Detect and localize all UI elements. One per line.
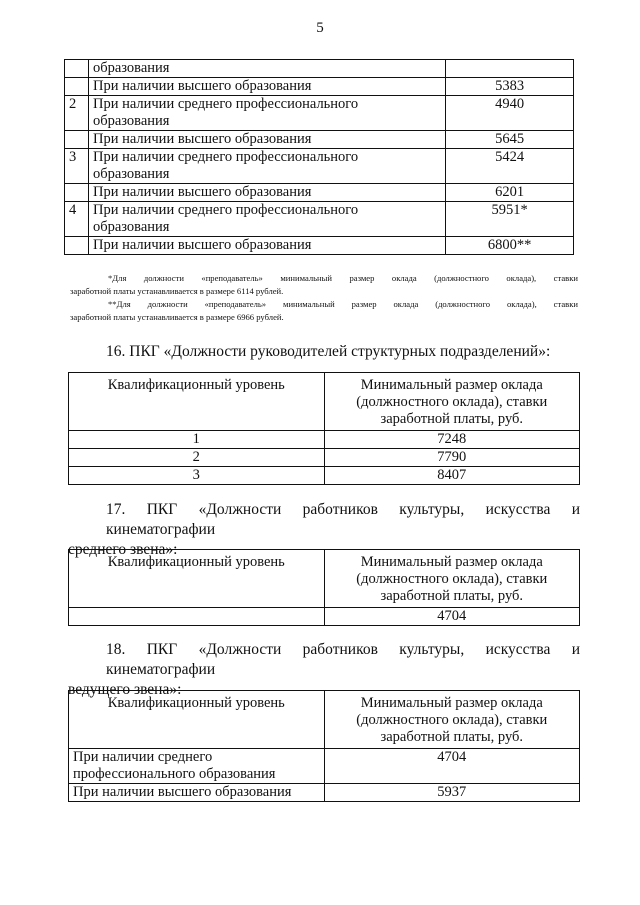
header-line: (должностного оклада), ставки (356, 571, 548, 587)
row-text-line: образования (92, 113, 170, 129)
table-header-row (69, 550, 580, 608)
footnote-line: **Для должности «преподаватель» минимальный размер оклада (должностного оклада), ставки (108, 299, 578, 309)
table-row (69, 784, 580, 802)
table-row (65, 237, 574, 255)
row-text: При наличии высшего образования (88, 78, 445, 96)
header-line: Минимальный размер оклада (360, 377, 543, 393)
row-text (88, 202, 445, 237)
header-line: Минимальный размер оклада (360, 695, 543, 711)
table-row (65, 131, 574, 149)
row-value (446, 60, 574, 78)
row-number (65, 78, 89, 96)
column-header-salary (324, 550, 579, 608)
table-header-row (69, 691, 580, 749)
level-cell: 3 (69, 467, 325, 485)
level-cell: 1 (69, 431, 325, 449)
row-text-line: образования (92, 166, 170, 182)
row-value: 6201 (446, 184, 574, 202)
row-number (65, 184, 89, 202)
section-16-title: 16. ПКГ «Должности руководителей структурных подразделений»: (106, 343, 551, 360)
header-line: (должностного оклада), ставки (356, 394, 548, 410)
value-cell: 8407 (324, 467, 579, 485)
table-row (69, 449, 580, 467)
title-line: ведущего звена»: (68, 681, 182, 698)
row-number (65, 131, 89, 149)
table-row (65, 78, 574, 96)
section-16-table (68, 372, 580, 485)
header-line: заработной платы, руб. (380, 588, 524, 604)
section-17-table (68, 549, 580, 626)
row-text-line: При наличии среднего профессионального (92, 202, 359, 218)
row-text-line: При наличии среднего профессионального (92, 149, 359, 165)
row-text: образования (88, 60, 445, 78)
value-cell: 4704 (324, 608, 579, 626)
title-line: среднего звена»: (68, 541, 178, 558)
row-value: 4940 (446, 96, 574, 131)
section-18-table (68, 690, 580, 802)
row-number: 4 (65, 202, 89, 237)
row-text-line: образования (92, 219, 170, 235)
table-header-row (69, 373, 580, 431)
level-cell (69, 749, 325, 784)
footnote-line: *Для должности «преподаватель» минимальный размер оклада (должностного оклада), ставки (108, 273, 578, 283)
level-cell: При наличии высшего образования (69, 784, 325, 802)
row-text: При наличии высшего образования (88, 131, 445, 149)
row-text (88, 96, 445, 131)
level-cell (69, 608, 325, 626)
value-cell: 4704 (324, 749, 579, 784)
row-value: 5951* (446, 202, 574, 237)
row-value: 5645 (446, 131, 574, 149)
row-text: При наличии высшего образования (88, 237, 445, 255)
table-row (69, 467, 580, 485)
header-line: заработной платы, руб. (380, 411, 524, 427)
row-number: 3 (65, 149, 89, 184)
row-number: 2 (65, 96, 89, 131)
column-header-salary (324, 691, 579, 749)
header-line: Минимальный размер оклада (360, 554, 543, 570)
column-header-level: Квалификационный уровень (69, 691, 325, 749)
footnote-2 (70, 298, 578, 324)
level-cell: 2 (69, 449, 325, 467)
header-line: (должностного оклада), ставки (356, 712, 548, 728)
table-row (65, 149, 574, 184)
footnote-1 (70, 272, 578, 298)
table-row (69, 749, 580, 784)
table-row (65, 60, 574, 78)
footnote-line: заработной платы устанавливается в размере 6114 рублей. (70, 286, 284, 296)
page-number: 5 (316, 20, 324, 36)
row-number (65, 60, 89, 78)
row-text (88, 149, 445, 184)
row-text: При наличии высшего образования (88, 184, 445, 202)
table-row (65, 96, 574, 131)
row-value: 5424 (446, 149, 574, 184)
row-value: 6800** (446, 237, 574, 255)
header-line: заработной платы, руб. (380, 729, 524, 745)
title-line: 17. ПКГ «Должности работников культуры, искусства и кинематографии (106, 501, 580, 538)
footnote-line: заработной платы устанавливается в размере 6966 рублей. (70, 312, 284, 322)
value-cell: 7248 (324, 431, 579, 449)
level-line: При наличии среднего (73, 749, 213, 765)
level-line: профессионального образования (73, 766, 276, 782)
row-value: 5383 (446, 78, 574, 96)
table-row (69, 608, 580, 626)
value-cell: 5937 (324, 784, 579, 802)
table-row (65, 202, 574, 237)
value-cell: 7790 (324, 449, 579, 467)
row-number (65, 237, 89, 255)
column-header-salary (324, 373, 579, 431)
top-salary-table (64, 59, 574, 255)
row-text-line: При наличии среднего профессионального (92, 96, 359, 112)
table-row (69, 431, 580, 449)
table-row (65, 184, 574, 202)
title-line: 18. ПКГ «Должности работников культуры, искусства и кинематографии (106, 641, 580, 678)
column-header-level: Квалификационный уровень (69, 550, 325, 608)
column-header-level: Квалификационный уровень (69, 373, 325, 431)
